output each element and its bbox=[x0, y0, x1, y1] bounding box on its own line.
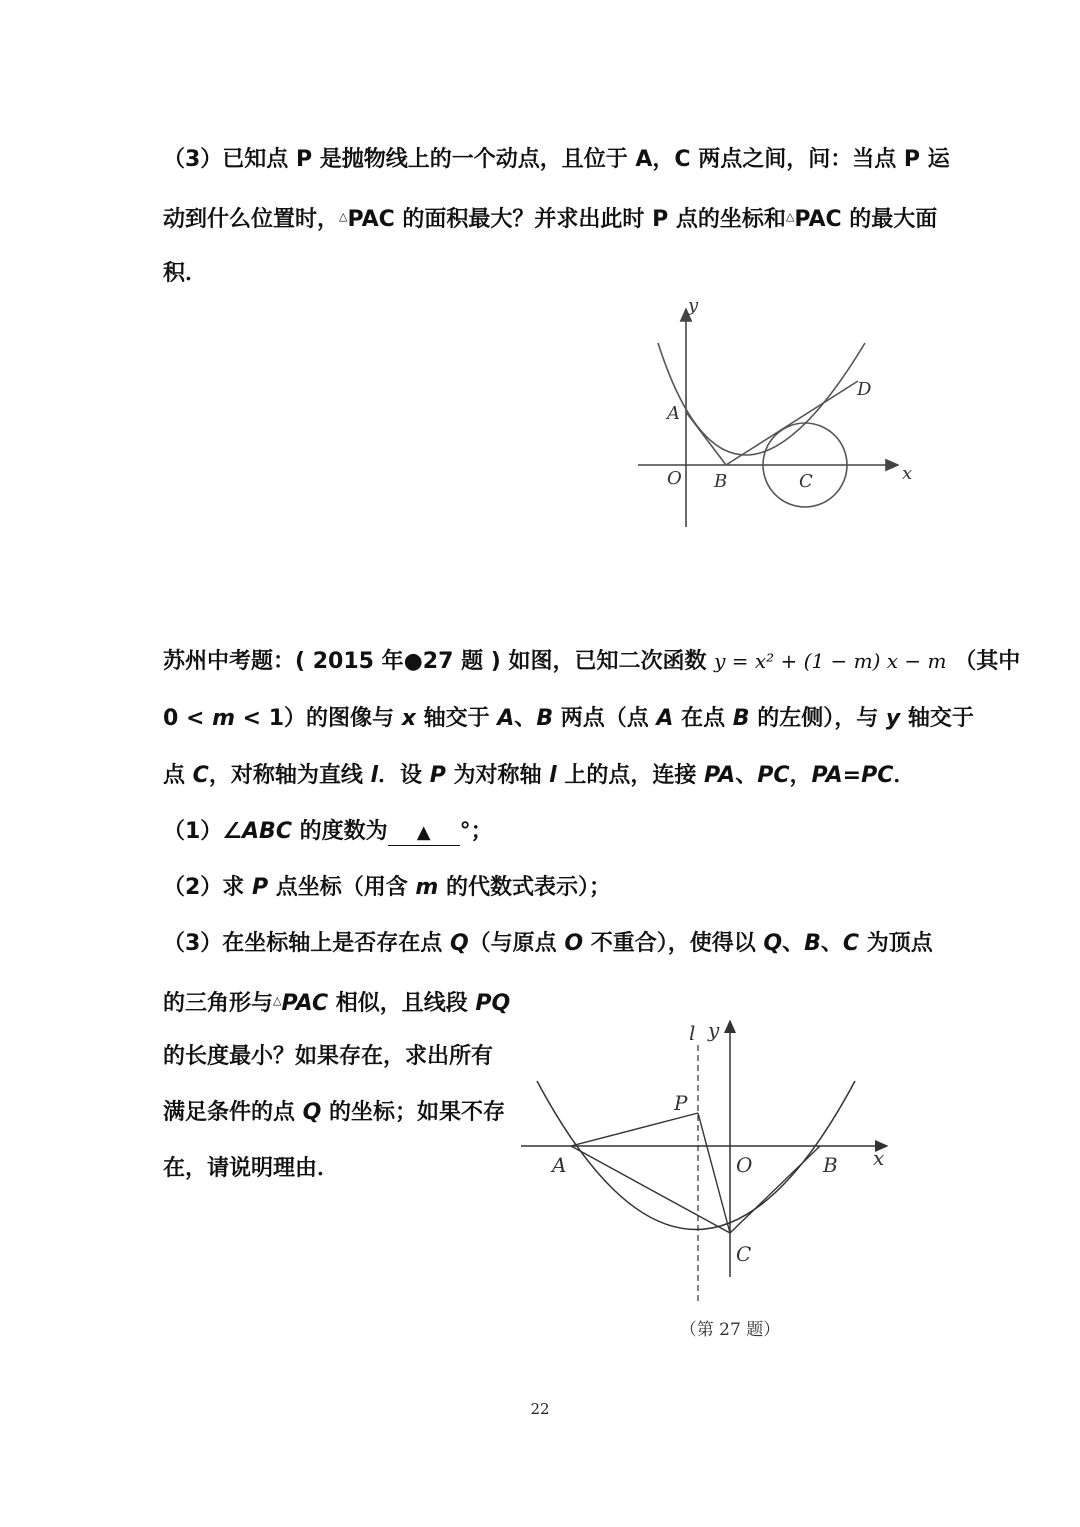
parabola bbox=[537, 1081, 855, 1230]
var-pa: PA bbox=[811, 763, 843, 788]
var-q: Q bbox=[763, 931, 783, 956]
triangle-symbol: △ bbox=[785, 210, 795, 223]
text: 的三角形与 bbox=[163, 991, 274, 1016]
text: 、 bbox=[782, 931, 805, 956]
text: °； bbox=[459, 819, 493, 844]
text: 在点 bbox=[673, 706, 733, 731]
question-1 bbox=[163, 817, 493, 847]
var-c: C bbox=[842, 931, 860, 956]
text: 、 bbox=[820, 931, 843, 956]
var-pc: PC bbox=[861, 763, 894, 788]
question-3-line5: 在，请说明理由． bbox=[163, 1156, 340, 1181]
text: （2）求 bbox=[163, 875, 252, 900]
var-p: P bbox=[429, 763, 446, 788]
problem3-line3: 积． bbox=[163, 261, 208, 286]
suzhou-line2 bbox=[163, 704, 974, 734]
var-o: O bbox=[564, 931, 584, 956]
segment-bd bbox=[726, 381, 858, 465]
text: 的坐标；如果不存 bbox=[321, 1100, 506, 1125]
segment-ab bbox=[686, 412, 726, 465]
text: （与原点 bbox=[468, 931, 565, 956]
text: 为顶点 bbox=[859, 931, 933, 956]
var-l: l bbox=[549, 763, 557, 788]
text: ． bbox=[893, 763, 916, 788]
text: （1）∠ bbox=[163, 819, 243, 844]
label-b: B bbox=[714, 471, 728, 492]
text: < 1）的图像与 bbox=[235, 706, 402, 731]
text: 不重合），使得以 bbox=[583, 931, 764, 956]
segment-ap bbox=[571, 1113, 698, 1146]
var-pac: PAC bbox=[281, 991, 329, 1016]
label-o: O bbox=[736, 1153, 753, 1177]
var-b: B bbox=[732, 706, 750, 731]
var-p: P bbox=[251, 875, 269, 900]
question-3-line4 bbox=[163, 1098, 505, 1128]
text: （3）在坐标轴上是否存在点 bbox=[163, 931, 450, 956]
question-3-line3: 的长度最小？如果存在，求出所有 bbox=[163, 1044, 494, 1069]
text: 轴交于 bbox=[415, 706, 498, 731]
figure-27 bbox=[515, 1015, 905, 1315]
text: 轴交于 bbox=[900, 706, 974, 731]
var-pq: PQ bbox=[475, 991, 511, 1016]
problem3-line2b: PAC 的面积最大？并求出此时 P 点的坐标和 bbox=[347, 207, 786, 232]
parabola bbox=[658, 343, 865, 455]
text: = bbox=[842, 763, 862, 788]
label-y: y bbox=[688, 295, 699, 316]
text: 上的点，连接 bbox=[556, 763, 705, 788]
question-3 bbox=[163, 929, 933, 959]
text: 的代数式表示）； bbox=[438, 875, 612, 900]
label-c: C bbox=[736, 1242, 752, 1266]
text: ， bbox=[789, 763, 812, 788]
var-pc: PC bbox=[757, 763, 790, 788]
problem3-line2 bbox=[163, 202, 937, 235]
text: 两点（点 bbox=[553, 706, 657, 731]
var-c: C bbox=[192, 763, 209, 788]
label-l: l bbox=[689, 1021, 696, 1045]
suzhou-line3 bbox=[163, 761, 915, 791]
segment-pc bbox=[698, 1113, 730, 1233]
quadratic-formula: y = x² + (1 − m) x − m bbox=[714, 649, 947, 673]
label-a: A bbox=[552, 1153, 567, 1177]
var-q: Q bbox=[302, 1100, 322, 1125]
text: 点坐标（用含 bbox=[268, 875, 416, 900]
figure-caption: （第 27 题） bbox=[679, 1320, 781, 1340]
problem3-line2a: 动到什么位置时， bbox=[163, 207, 340, 232]
var-m: m bbox=[415, 875, 439, 900]
label-y: y bbox=[708, 1018, 720, 1042]
suzhou-line1 bbox=[163, 646, 1020, 677]
var-a: A bbox=[497, 706, 515, 731]
page-number: 22 bbox=[530, 1400, 550, 1418]
triangle-symbol: △ bbox=[273, 994, 282, 1007]
text: 、 bbox=[735, 763, 758, 788]
var-abc: ABC bbox=[242, 819, 292, 844]
text: 0 < bbox=[163, 706, 213, 731]
question-3-line2 bbox=[163, 986, 510, 1019]
text: 满足条件的点 bbox=[163, 1100, 303, 1125]
question-2 bbox=[163, 873, 611, 903]
var-pa: PA bbox=[704, 763, 736, 788]
text: 点 bbox=[163, 763, 193, 788]
var-m: m bbox=[212, 706, 235, 731]
text: ．设 bbox=[378, 763, 430, 788]
label-x: x bbox=[873, 1146, 885, 1170]
suzhou-intro-end: （其中 bbox=[954, 649, 1021, 674]
var-l: l bbox=[370, 763, 379, 788]
segment-ac bbox=[571, 1146, 730, 1233]
suzhou-intro: 苏州中考题：( 2015 年●27 题 ) 如图，已知二次函数 bbox=[163, 649, 707, 674]
var-x: x bbox=[401, 706, 416, 731]
label-x: x bbox=[902, 463, 913, 484]
var-b: B bbox=[804, 931, 821, 956]
label-c: C bbox=[799, 471, 813, 492]
text: 的度数为 bbox=[291, 819, 388, 844]
text: 为对称轴 bbox=[445, 763, 550, 788]
var-a: A bbox=[656, 706, 674, 731]
var-y: y bbox=[885, 706, 901, 731]
problem3-line1: （3）已知点 P 是抛物线上的一个动点，且位于 A，C 两点之间，问：当点 P 运 bbox=[163, 147, 950, 172]
text: ，对称轴为直线 bbox=[208, 763, 371, 788]
text: 的左侧），与 bbox=[749, 706, 886, 731]
label-a: A bbox=[667, 403, 680, 424]
answer-blank: ▲ bbox=[388, 821, 460, 846]
var-q: Q bbox=[449, 931, 469, 956]
triangle-symbol: △ bbox=[339, 210, 348, 223]
text: 、 bbox=[514, 706, 537, 731]
label-d: D bbox=[857, 379, 872, 400]
text: 相似，且线段 bbox=[328, 991, 476, 1016]
label-b: B bbox=[823, 1153, 838, 1177]
problem3-line2c: PAC 的最大面 bbox=[794, 207, 938, 232]
figure-parabola-circle bbox=[630, 295, 930, 535]
label-p: P bbox=[674, 1091, 688, 1115]
label-o: O bbox=[667, 468, 682, 489]
var-b: B bbox=[536, 706, 554, 731]
